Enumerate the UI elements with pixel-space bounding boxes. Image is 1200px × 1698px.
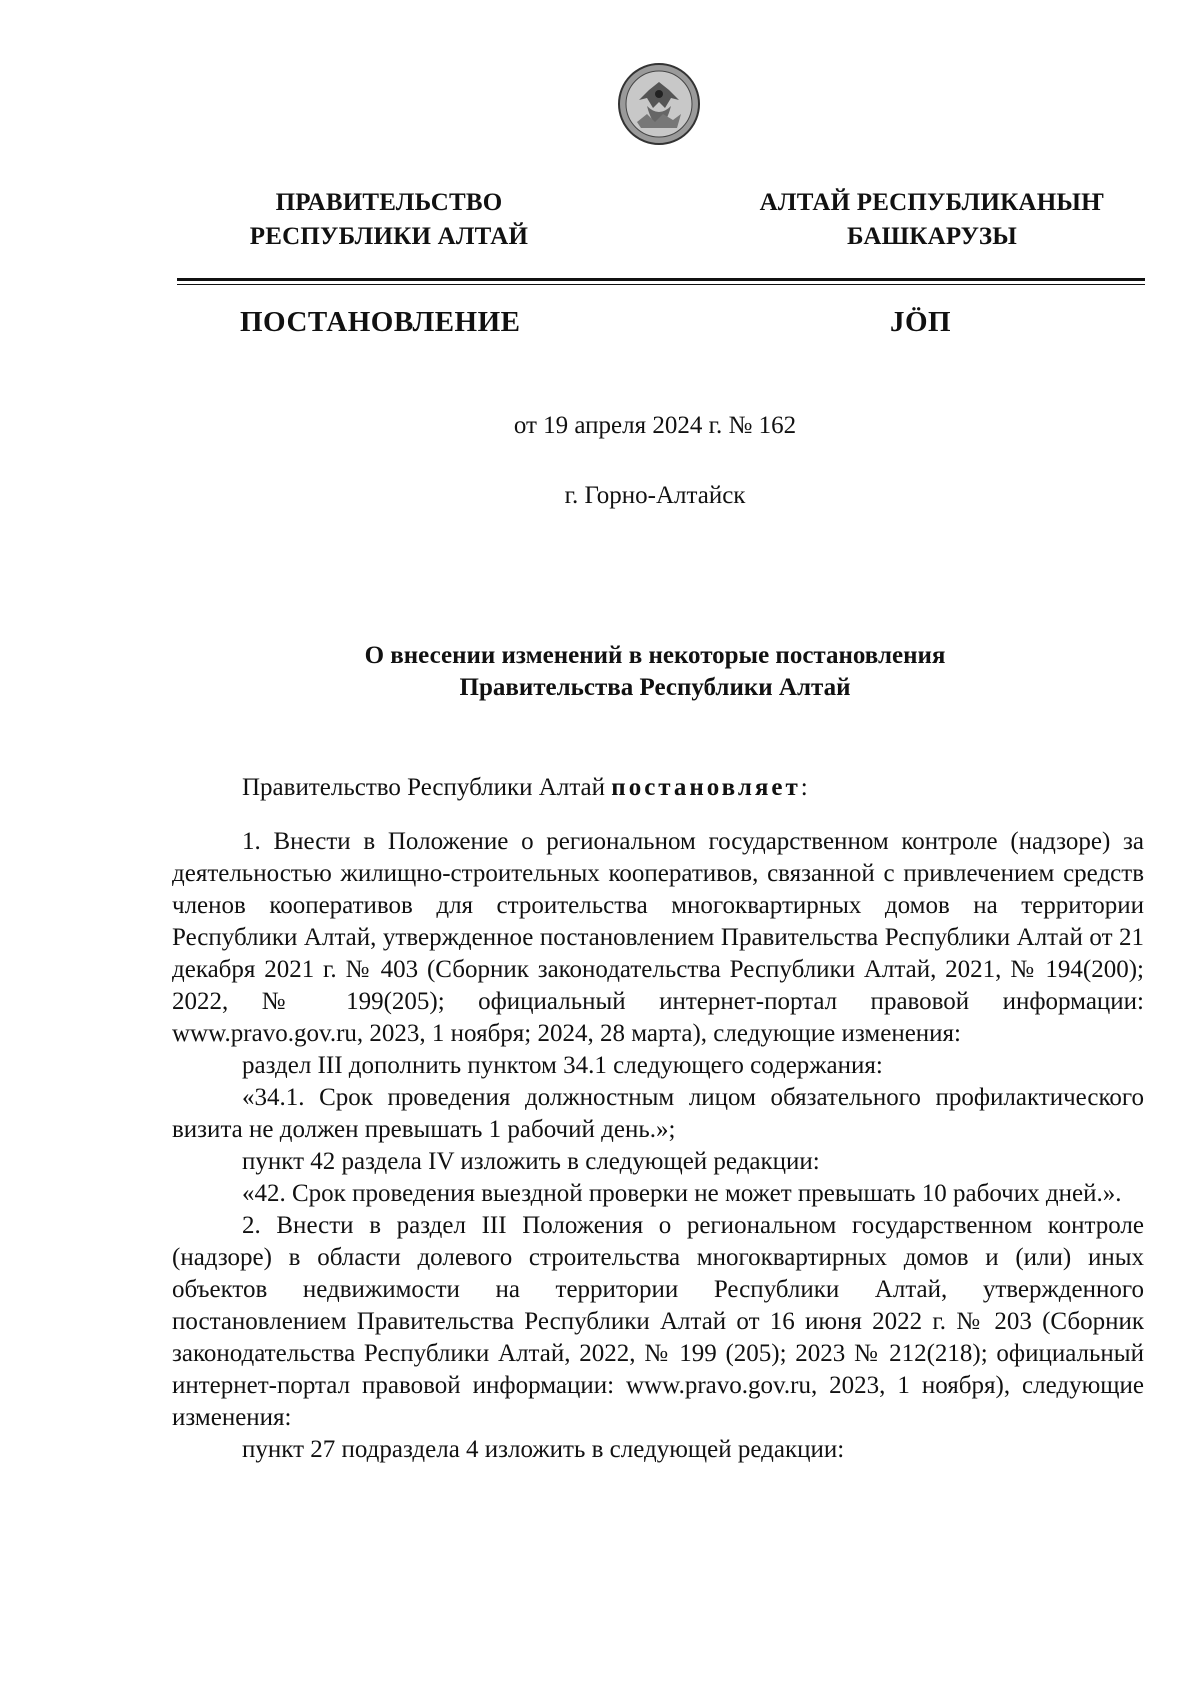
government-name-altai-line1: АЛТАЙ РЕСПУБЛИКАНЫҤ <box>759 189 1105 216</box>
paragraph-3: «34.1. Срок проведения должностным лицом обязательного профилактического визита не должен превышать 1 рабочий день.»; <box>172 1084 1144 1143</box>
document-city: г. Горно-Алтайск <box>564 482 746 509</box>
government-name-line2: РЕСПУБЛИКИ АЛТАЙ <box>249 223 529 250</box>
document-title-line1: О внесении изменений в некоторые постановления <box>364 642 946 669</box>
decree-type-altai: JӦП <box>890 306 952 338</box>
government-name-altai <box>732 186 1132 254</box>
paragraph-2: раздел III дополнить пунктом 34.1 следующего содержания: <box>242 1052 883 1079</box>
document-date-number: от 19 апреля 2024 г. № 162 <box>513 412 797 439</box>
paragraph-6: 2. Внести в раздел III Положения о региональном государственном контроле (надзоре) в области долевого строительства многоквартирных домов и (или) иных объектов недвижимости на территории Республики Алтай, утвержденного постановлением Правительства Республики Алтай от 16 июня 2022 г. № 203 (Сборник законодательства Республики Алтай, 2022, № 199 (205); 2023 № 212(218); официальный интернет-портал правовой информации: www.pravo.gov.ru, 2023, 1 ноября), следующие изменения: <box>172 1212 1144 1431</box>
paragraph-7: пункт 27 подраздела 4 изложить в следующей редакции: <box>242 1436 845 1463</box>
document-body <box>172 772 1144 1466</box>
government-name-altai-line2: БАШКАРУЗЫ <box>846 223 1018 250</box>
header-divider-thin <box>177 284 1145 285</box>
paragraph-1: 1. Внести в Положение о региональном государственном контроле (надзоре) за деятельностью жилищно-строительных кооперативов, связанной с привлечением средств членов кооперативов для строительства многоквартирных домов на территории Республики Алтай, утвержденное постановлением Правительства Республики Алтай от 21 декабря 2021 г. № 403 (Сборник законодательства Республики Алтай, 2021, № 194(200); 2022, № 199(205); официальный интернет-портал правовой информации: www.pravo.gov.ru, 2023, 1 ноября; 2024, 28 марта), следующие изменения: <box>172 828 1144 1047</box>
intro-text: Правительство Республики Алтай <box>242 774 612 801</box>
header-divider-thick <box>177 278 1145 281</box>
intro-paragraph <box>172 772 1144 804</box>
intro-decrees: постановляет <box>611 774 801 801</box>
government-name-russian <box>224 186 554 254</box>
document-title <box>0 640 1200 704</box>
decree-type-russian: ПОСТАНОВЛЕНИЕ <box>240 306 521 338</box>
coat-of-arms-icon <box>617 62 701 146</box>
paragraph-5: «42. Срок проведения выездной проверки не может превышать 10 рабочих дней.». <box>242 1180 1122 1207</box>
paragraph-4: пункт 42 раздела IV изложить в следующей редакции: <box>242 1148 820 1175</box>
government-name-line1: ПРАВИТЕЛЬСТВО <box>275 189 503 216</box>
intro-colon: : <box>800 774 808 801</box>
document-title-line2: Правительства Республики Алтай <box>459 674 851 701</box>
